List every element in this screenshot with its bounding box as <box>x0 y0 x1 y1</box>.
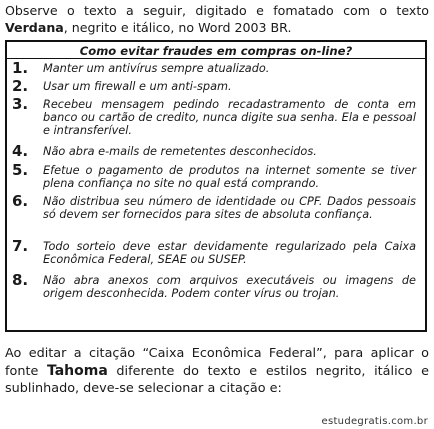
question-text-1: Ao editar a citação “Caixa Econômica Federal”, para aplicar o fonte <box>5 346 429 379</box>
tip-text: Não abra e-mails de remetentes desconhecidos. <box>43 145 317 158</box>
tip-text: Não distribua seu número de identidade ou CPF. Dados pessoais só devem ser fornecidos para sites de absoluta confiança. <box>43 195 416 222</box>
tip-text: Efetue o pagamento de produtos na internet somente se tiver plena confiança no site no qual está comprando. <box>43 164 416 191</box>
tip-text: Recebeu mensagem pedindo recadastramento de conta em banco ou cartão de credito, nunca digite sua senha. Ela e pessoal e intransferível. <box>43 98 416 138</box>
intro-text-2: , negrito e itálico, no Word 2003 BR. <box>63 20 292 35</box>
tip-number: 6. <box>12 192 29 210</box>
site-watermark: estudegratis.com.br <box>321 416 428 427</box>
question-font-name: Tahoma <box>46 362 108 379</box>
intro-text-1: Observe o texto a seguir, digitado e fomatado com o texto <box>5 3 429 18</box>
tip-number: 7. <box>12 237 29 255</box>
tip-number: 4. <box>12 142 29 160</box>
title-divider <box>7 58 425 59</box>
intro-paragraph <box>5 2 429 36</box>
tip-number: 5. <box>12 161 29 179</box>
tip-text: Manter um antivírus sempre atualizado. <box>43 62 270 75</box>
tip-number: 3. <box>12 95 29 113</box>
question-paragraph <box>5 345 429 398</box>
tip-text: Todo sorteio deve estar devidamente regularizado pela Caixa Econômica Federal, SEAE ou SUSEP. <box>43 240 416 267</box>
tip-number: 2. <box>12 77 29 95</box>
intro-font-name: Verdana <box>5 20 64 35</box>
tip-number: 1. <box>12 59 29 77</box>
tip-number: 8. <box>12 271 29 289</box>
tip-text: Não abra anexos com arquivos executáveis ou imagens de origem desconhecida. Podem conter vírus ou trojan. <box>43 274 416 301</box>
box-title: Como evitar fraudes em compras on-line? <box>79 44 353 58</box>
tip-text: Usar um firewall e um anti-spam. <box>43 80 232 93</box>
fraud-tips-box <box>5 40 427 332</box>
question-text-2: diferente do texto e estilos negrito, itálico e sublinhado, deve-se selecionar a citação e: <box>5 363 429 396</box>
